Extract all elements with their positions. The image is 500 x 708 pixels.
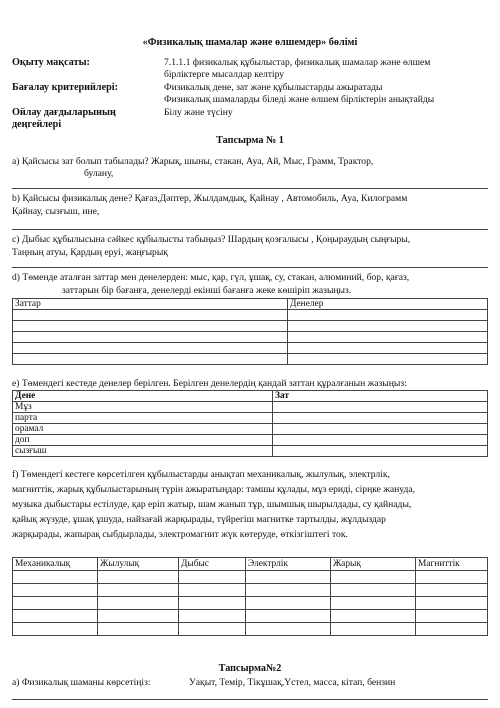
table-cell[interactable] xyxy=(13,597,98,610)
skills-label-line-1: Ойлау дағдыларының xyxy=(12,107,116,118)
col-substances: Заттар xyxy=(13,299,288,310)
table-cell[interactable] xyxy=(416,610,488,623)
answer-line-c[interactable] xyxy=(12,267,488,268)
task1-d-line-2: заттарын бір бағанға, денелерді екінші бағанға жеке көшіріп жазыңыз. xyxy=(62,285,352,296)
table-cell[interactable] xyxy=(98,610,179,623)
skills-value: Білу және түсіну xyxy=(164,107,233,118)
table-cell[interactable] xyxy=(246,610,331,623)
body-cell-towel: орамал xyxy=(13,424,273,435)
task1-f-line-5: жарқырады, жапырақ сыбдырлады, электромагнит жүк көтеруде, өткізгіштегі ток. xyxy=(12,529,348,540)
task2-title: Тапсырма№2 xyxy=(218,663,282,674)
col-sound: Дыбыс xyxy=(179,558,246,571)
task1-b-line-2: Қайнау, сызғыш, ине, xyxy=(12,206,100,217)
table-cell[interactable] xyxy=(98,584,179,597)
col-thermal: Жылулық xyxy=(98,558,179,571)
table-cell[interactable] xyxy=(273,424,488,435)
table-cell[interactable] xyxy=(98,571,179,584)
col-light: Жарық xyxy=(331,558,416,571)
task2-a-items: Уақыт, Темір, Тікұшақ,Үстел, масса, кітап, бензин xyxy=(189,677,396,688)
body-cell-desk: парта xyxy=(13,413,273,424)
table-cell[interactable] xyxy=(331,623,416,636)
table-cell[interactable] xyxy=(98,597,179,610)
task1-c-line-1: c) Дыбыс құбылысына сәйкес құбылысты табыңыз? Шардың қозғалысы , Қоңыраудың сыңғыры, xyxy=(12,234,411,245)
table-cell[interactable] xyxy=(288,332,488,343)
table-cell[interactable] xyxy=(13,321,288,332)
skills-label-line-2: деңгейлері xyxy=(12,119,62,130)
table-cell[interactable] xyxy=(179,597,246,610)
body-cell-ball: доп xyxy=(13,435,273,446)
table-cell[interactable] xyxy=(331,597,416,610)
table-cell[interactable] xyxy=(416,584,488,597)
task1-f-line-3: музыка дыбыстары естілуде, қар еріп жатыр, шам жанып тұр, шымшық шырылдады, су қайнады, xyxy=(12,499,412,510)
table-cell[interactable] xyxy=(13,310,288,321)
task1-c-line-2: Таңның атуы, Қардың еруі, жаңғырық xyxy=(12,247,168,258)
col-material: Зат xyxy=(273,391,488,402)
table-cell[interactable] xyxy=(179,623,246,636)
task1-a-line-1: а) Қайсысы зат болып табылады? Жарық, шыны, стакан, Ауа, Ай, Мыс, Грамм, Трактор, xyxy=(12,156,374,167)
table-cell[interactable] xyxy=(273,413,488,424)
table-cell[interactable] xyxy=(331,571,416,584)
table-cell[interactable] xyxy=(273,435,488,446)
table-cell[interactable] xyxy=(273,402,488,413)
table-cell[interactable] xyxy=(179,584,246,597)
worksheet-title: «Физикалық шамалар және өлшемдер» бөлімі xyxy=(142,37,358,48)
task1-e-line: e) Төмендегі кестеде денелер берілген. Берілген денелердің қандай заттан құралғанын жазыңыз: xyxy=(12,378,407,389)
table-cell[interactable] xyxy=(246,571,331,584)
answer-line-b[interactable] xyxy=(12,229,488,230)
col-bodies: Денелер xyxy=(288,299,488,310)
table-cell[interactable] xyxy=(179,571,246,584)
phenomena-table xyxy=(12,557,488,636)
table-cell[interactable] xyxy=(246,584,331,597)
objective-line-2: бірліктерге мысалдар келтіру xyxy=(164,69,285,80)
objective-label: Оқыту мақсаты: xyxy=(12,57,90,68)
table-cell[interactable] xyxy=(416,597,488,610)
task1-d-line-1: d) Төменде аталған заттар мен денелерден: мыс, қар, гүл, ұшақ, су, стакан, алюминий, бор, қағаз, xyxy=(12,272,410,283)
task2-a-label: а) Физикалық шаманы көрсетіңіз: xyxy=(12,677,151,688)
answer-line-a[interactable] xyxy=(12,188,488,189)
task1-f-line-2: магниттік, жарық құбылыстарының түрін ажыратыңдар: тамшы құлады, мұз ериді, сірңке жануда, xyxy=(12,484,416,495)
table-cell[interactable] xyxy=(416,623,488,636)
table-cell[interactable] xyxy=(246,623,331,636)
col-electrical: Электрлік xyxy=(246,558,331,571)
col-mechanical: Механикалық xyxy=(13,558,98,571)
answer-line-task2[interactable] xyxy=(12,699,488,700)
table-cell[interactable] xyxy=(331,584,416,597)
table-cell[interactable] xyxy=(98,623,179,636)
table-cell[interactable] xyxy=(288,310,488,321)
col-body: Дене xyxy=(13,391,273,402)
table-cell[interactable] xyxy=(13,623,98,636)
objective-line-1: 7.1.1.1 физикалық құбылыстар, физикалық шамалар және өлшем xyxy=(164,57,431,68)
task1-title: Тапсырма № 1 xyxy=(216,135,284,146)
table-cell[interactable] xyxy=(288,354,488,365)
body-cell-ice: Мұз xyxy=(13,402,273,413)
task1-f-line-1: f) Төмендегі кестеге көрсетілген құбылыстарды анықтап механикалық, жылулық, электрлік, xyxy=(12,469,390,480)
criteria-line-1: Физикалық дене, зат және құбылыстарды ажыратады xyxy=(164,82,383,93)
table-cell[interactable] xyxy=(273,446,488,457)
table-cell[interactable] xyxy=(288,343,488,354)
table-cell[interactable] xyxy=(13,571,98,584)
table-cell[interactable] xyxy=(288,321,488,332)
task1-b-line-1: b) Қайсысы физикалық дене? Қағаз,Дәптер, Жылдамдық, Қайнау , Автомобиль, Ауа, Килограмм xyxy=(12,193,408,204)
substances-bodies-table xyxy=(12,298,488,365)
table-cell[interactable] xyxy=(331,610,416,623)
table-cell[interactable] xyxy=(13,610,98,623)
table-cell[interactable] xyxy=(416,571,488,584)
table-cell[interactable] xyxy=(13,584,98,597)
col-magnetic: Магниттік xyxy=(416,558,488,571)
body-material-table xyxy=(12,390,488,457)
table-cell[interactable] xyxy=(13,354,288,365)
table-cell[interactable] xyxy=(13,343,288,354)
task1-a-line-2: булану, xyxy=(84,168,114,179)
table-cell[interactable] xyxy=(246,597,331,610)
table-cell[interactable] xyxy=(13,332,288,343)
task1-f-line-4: қайық жүзуде, ұшақ ұшуда, найзағай жарқырады, түйрегіш магнитке тартылды, жұлдыздар xyxy=(12,514,386,525)
criteria-label: Бағалау критерийлері: xyxy=(12,82,119,93)
body-cell-ruler: сызғыш xyxy=(13,446,273,457)
table-cell[interactable] xyxy=(179,610,246,623)
criteria-line-2: Физикалық шамаларды біледі және өлшем бірліктерін анықтайды xyxy=(164,94,435,105)
